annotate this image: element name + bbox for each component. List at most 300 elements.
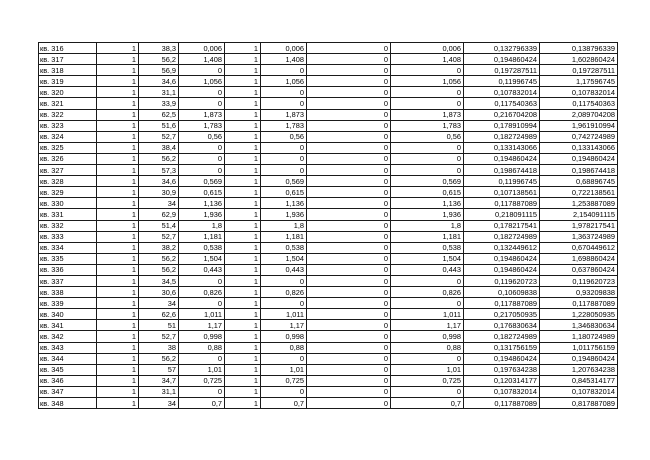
value-cell: 62,5 [139, 109, 179, 120]
table-row [39, 65, 618, 76]
value-cell: 56,2 [139, 264, 179, 275]
value-cell: 0 [307, 320, 391, 331]
value-cell: 56,2 [139, 353, 179, 364]
value-cell: 0 [307, 375, 391, 386]
value-cell: 0,006 [179, 43, 225, 54]
table-row [39, 87, 618, 98]
value-cell: 0 [179, 87, 225, 98]
value-cell: 1 [97, 309, 139, 320]
value-cell: 1 [97, 76, 139, 87]
value-cell: 1,136 [391, 198, 464, 209]
value-cell: 0 [307, 87, 391, 98]
apartment-label-cell: кв. 337 [39, 275, 97, 286]
value-cell: 1 [97, 209, 139, 220]
value-cell: 1 [97, 187, 139, 198]
table-row [39, 253, 618, 264]
value-cell: 0,998 [179, 331, 225, 342]
table-row [39, 298, 618, 309]
value-cell: 1 [225, 187, 261, 198]
value-cell: 0,120314177 [464, 375, 540, 386]
value-cell: 0,88 [261, 342, 307, 353]
value-cell: 1,936 [391, 209, 464, 220]
value-cell: 0,132449612 [464, 242, 540, 253]
value-cell: 0,88 [179, 342, 225, 353]
value-cell: 1 [97, 87, 139, 98]
value-cell: 56,2 [139, 54, 179, 65]
value-cell: 0,117887089 [464, 398, 540, 409]
value-cell: 0,133143066 [464, 142, 540, 153]
value-cell: 0,182724989 [464, 331, 540, 342]
value-cell: 1,011756159 [540, 342, 618, 353]
value-cell: 0 [307, 398, 391, 409]
value-cell: 0,107832014 [464, 87, 540, 98]
value-cell: 1 [225, 220, 261, 231]
value-cell: 0,132796339 [464, 43, 540, 54]
value-cell: 0,176830634 [464, 320, 540, 331]
value-cell: 0 [307, 220, 391, 231]
table-row [39, 153, 618, 164]
value-cell: 0,197287511 [540, 65, 618, 76]
value-cell: 0 [307, 275, 391, 286]
value-cell: 1 [225, 153, 261, 164]
value-cell: 1,056 [261, 76, 307, 87]
value-cell: 0 [261, 65, 307, 76]
apartment-label-cell: кв. 333 [39, 231, 97, 242]
value-cell: 1,011 [261, 309, 307, 320]
value-cell: 0,117540363 [540, 98, 618, 109]
apartment-label-cell: кв. 318 [39, 65, 97, 76]
apartment-label-cell: кв. 329 [39, 187, 97, 198]
value-cell: 57,3 [139, 165, 179, 176]
value-cell: 1 [97, 264, 139, 275]
value-cell: 0 [179, 98, 225, 109]
value-cell: 1 [225, 120, 261, 131]
value-cell: 0 [179, 298, 225, 309]
apartment-label-cell: кв. 332 [39, 220, 97, 231]
value-cell: 0,443 [179, 264, 225, 275]
value-cell: 1 [225, 209, 261, 220]
value-cell: 0 [261, 353, 307, 364]
value-cell: 1 [97, 320, 139, 331]
value-cell: 52,7 [139, 331, 179, 342]
table-row [39, 364, 618, 375]
value-cell: 1 [97, 131, 139, 142]
value-cell: 0,117887089 [464, 298, 540, 309]
value-cell: 1,698860424 [540, 253, 618, 264]
value-cell: 52,7 [139, 131, 179, 142]
value-cell: 1 [225, 398, 261, 409]
value-cell: 30,9 [139, 187, 179, 198]
table-row [39, 198, 618, 209]
value-cell: 0 [261, 87, 307, 98]
value-cell: 1,408 [179, 54, 225, 65]
value-cell: 0 [261, 298, 307, 309]
value-cell: 1 [225, 264, 261, 275]
value-cell: 0 [391, 153, 464, 164]
value-cell: 0,182724989 [464, 231, 540, 242]
value-cell: 0,443 [261, 264, 307, 275]
apartment-label-cell: кв. 345 [39, 364, 97, 375]
value-cell: 1,01 [261, 364, 307, 375]
value-cell: 0,56 [179, 131, 225, 142]
value-cell: 0,107832014 [464, 386, 540, 397]
value-cell: 0,194860424 [464, 153, 540, 164]
value-cell: 1,978217541 [540, 220, 618, 231]
value-cell: 1,504 [179, 253, 225, 264]
value-cell: 0,194860424 [464, 253, 540, 264]
value-cell: 1,228050935 [540, 309, 618, 320]
value-cell: 0,194860424 [540, 353, 618, 364]
value-cell: 0,197634238 [464, 364, 540, 375]
value-cell: 1 [97, 153, 139, 164]
apartment-label-cell: кв. 322 [39, 109, 97, 120]
value-cell: 0,217050935 [464, 309, 540, 320]
value-cell: 0,538 [391, 242, 464, 253]
table-row [39, 398, 618, 409]
value-cell: 0,443 [391, 264, 464, 275]
value-cell: 1 [97, 176, 139, 187]
value-cell: 1,8 [261, 220, 307, 231]
value-cell: 1,136 [179, 198, 225, 209]
value-cell: 0,725 [391, 375, 464, 386]
value-cell: 1,056 [391, 76, 464, 87]
value-cell: 1,207634238 [540, 364, 618, 375]
value-cell: 51 [139, 320, 179, 331]
value-cell: 1,011 [179, 309, 225, 320]
table-row [39, 331, 618, 342]
value-cell: 0,197287511 [464, 65, 540, 76]
apartment-label-cell: кв. 327 [39, 165, 97, 176]
value-cell: 1 [97, 98, 139, 109]
value-cell: 0 [391, 98, 464, 109]
value-cell: 0,637860424 [540, 264, 618, 275]
value-cell: 1 [225, 298, 261, 309]
value-cell: 1,936 [179, 209, 225, 220]
value-cell: 0 [307, 109, 391, 120]
table-row [39, 375, 618, 386]
value-cell: 1,783 [261, 120, 307, 131]
value-cell: 1,873 [179, 109, 225, 120]
value-cell: 1 [225, 320, 261, 331]
value-cell: 34 [139, 198, 179, 209]
value-cell: 0 [307, 54, 391, 65]
value-cell: 1 [225, 331, 261, 342]
apartment-label-cell: кв. 346 [39, 375, 97, 386]
table-row [39, 242, 618, 253]
value-cell: 0 [307, 165, 391, 176]
table-row [39, 264, 618, 275]
value-cell: 30,6 [139, 287, 179, 298]
value-cell: 2,089704208 [540, 109, 618, 120]
value-cell: 1 [225, 198, 261, 209]
value-cell: 0 [307, 120, 391, 131]
value-cell: 0 [391, 87, 464, 98]
value-cell: 62,9 [139, 209, 179, 220]
value-cell: 0 [179, 275, 225, 286]
value-cell: 1 [97, 364, 139, 375]
apartment-data-table [38, 42, 618, 409]
value-cell: 0,7 [391, 398, 464, 409]
value-cell: 1,17 [261, 320, 307, 331]
value-cell: 1,8 [179, 220, 225, 231]
value-cell: 0 [261, 98, 307, 109]
value-cell: 1,8 [391, 220, 464, 231]
apartment-label-cell: кв. 323 [39, 120, 97, 131]
value-cell: 0 [391, 65, 464, 76]
value-cell: 0,615 [179, 187, 225, 198]
value-cell: 1 [225, 176, 261, 187]
value-cell: 62,6 [139, 309, 179, 320]
value-cell: 0,56 [261, 131, 307, 142]
value-cell: 34,5 [139, 275, 179, 286]
table-row [39, 309, 618, 320]
value-cell: 0,218091115 [464, 209, 540, 220]
value-cell: 0 [261, 142, 307, 153]
value-cell: 0 [307, 153, 391, 164]
value-cell: 1,504 [391, 253, 464, 264]
value-cell: 31,1 [139, 386, 179, 397]
value-cell: 0 [307, 353, 391, 364]
value-cell: 1,180724989 [540, 331, 618, 342]
value-cell: 0,7 [179, 398, 225, 409]
value-cell: 34 [139, 298, 179, 309]
table-row [39, 209, 618, 220]
value-cell: 0,569 [261, 176, 307, 187]
value-cell: 1 [225, 287, 261, 298]
value-cell: 0 [307, 176, 391, 187]
value-cell: 1 [97, 353, 139, 364]
value-cell: 1 [225, 242, 261, 253]
apartment-label-cell: кв. 338 [39, 287, 97, 298]
value-cell: 0,538 [261, 242, 307, 253]
value-cell: 1 [225, 76, 261, 87]
value-cell: 0,10609838 [464, 287, 540, 298]
value-cell: 0,7 [261, 398, 307, 409]
value-cell: 0,138796339 [540, 43, 618, 54]
value-cell: 1 [225, 342, 261, 353]
value-cell: 0 [307, 187, 391, 198]
table-row [39, 131, 618, 142]
apartment-label-cell: кв. 324 [39, 131, 97, 142]
value-cell: 0 [261, 386, 307, 397]
value-cell: 0,117887089 [464, 198, 540, 209]
value-cell: 0,826 [179, 287, 225, 298]
value-cell: 1 [97, 275, 139, 286]
value-cell: 1,504 [261, 253, 307, 264]
value-cell: 1,936 [261, 209, 307, 220]
value-cell: 1,783 [179, 120, 225, 131]
value-cell: 1 [97, 165, 139, 176]
value-cell: 38,4 [139, 142, 179, 153]
value-cell: 0 [391, 353, 464, 364]
value-cell: 1,01 [179, 364, 225, 375]
value-cell: 0 [391, 275, 464, 286]
value-cell: 0 [179, 153, 225, 164]
value-cell: 1 [225, 386, 261, 397]
table-row [39, 287, 618, 298]
value-cell: 51,4 [139, 220, 179, 231]
value-cell: 0,93209838 [540, 287, 618, 298]
value-cell: 1 [97, 386, 139, 397]
value-cell: 0,56 [391, 131, 464, 142]
value-cell: 0,569 [391, 176, 464, 187]
apartment-label-cell: кв. 334 [39, 242, 97, 253]
table-row [39, 353, 618, 364]
apartment-label-cell: кв. 316 [39, 43, 97, 54]
apartment-label-cell: кв. 348 [39, 398, 97, 409]
value-cell: 0 [179, 353, 225, 364]
value-cell: 1,346830634 [540, 320, 618, 331]
value-cell: 1 [97, 287, 139, 298]
value-cell: 1 [97, 242, 139, 253]
value-cell: 0,538 [179, 242, 225, 253]
value-cell: 0 [307, 342, 391, 353]
apartment-label-cell: кв. 347 [39, 386, 97, 397]
value-cell: 1,602860424 [540, 54, 618, 65]
value-cell: 0 [307, 264, 391, 275]
value-cell: 1 [97, 54, 139, 65]
value-cell: 0,178910994 [464, 120, 540, 131]
value-cell: 0,198674418 [464, 165, 540, 176]
value-cell: 0 [179, 165, 225, 176]
value-cell: 0 [391, 298, 464, 309]
value-cell: 0,117887089 [540, 298, 618, 309]
value-cell: 0,569 [179, 176, 225, 187]
table-row [39, 275, 618, 286]
value-cell: 0,119620723 [464, 275, 540, 286]
table-row [39, 176, 618, 187]
apartment-label-cell: кв. 343 [39, 342, 97, 353]
table-row [39, 120, 618, 131]
apartment-label-cell: кв. 317 [39, 54, 97, 65]
value-cell: 1 [97, 331, 139, 342]
value-cell: 34,6 [139, 176, 179, 187]
value-cell: 1,056 [179, 76, 225, 87]
value-cell: 1 [225, 131, 261, 142]
value-cell: 0 [307, 198, 391, 209]
apartment-label-cell: кв. 336 [39, 264, 97, 275]
value-cell: 1,783 [391, 120, 464, 131]
table-row [39, 109, 618, 120]
value-cell: 1 [97, 120, 139, 131]
value-cell: 0 [179, 386, 225, 397]
apartment-label-cell: кв. 341 [39, 320, 97, 331]
value-cell: 0,133143066 [540, 142, 618, 153]
value-cell: 1,961910994 [540, 120, 618, 131]
apartment-label-cell: кв. 344 [39, 353, 97, 364]
value-cell: 1,011 [391, 309, 464, 320]
value-cell: 0 [307, 65, 391, 76]
apartment-label-cell: кв. 335 [39, 253, 97, 264]
value-cell: 1 [97, 231, 139, 242]
value-cell: 0 [307, 242, 391, 253]
value-cell: 1,17 [179, 320, 225, 331]
value-cell: 1,181 [391, 231, 464, 242]
value-cell: 1 [225, 231, 261, 242]
value-cell: 52,7 [139, 231, 179, 242]
value-cell: 0 [307, 331, 391, 342]
value-cell: 0 [307, 131, 391, 142]
value-cell: 1 [225, 309, 261, 320]
value-cell: 1,873 [261, 109, 307, 120]
apartment-label-cell: кв. 330 [39, 198, 97, 209]
value-cell: 0,817887089 [540, 398, 618, 409]
table-row [39, 220, 618, 231]
value-cell: 38 [139, 342, 179, 353]
value-cell: 0,178217541 [464, 220, 540, 231]
table-row [39, 43, 618, 54]
value-cell: 0,117540363 [464, 98, 540, 109]
value-cell: 1,01 [391, 364, 464, 375]
value-cell: 1,181 [179, 231, 225, 242]
value-cell: 0,194860424 [464, 353, 540, 364]
value-cell: 0 [391, 165, 464, 176]
value-cell: 1 [97, 342, 139, 353]
value-cell: 57 [139, 364, 179, 375]
value-cell: 1 [225, 65, 261, 76]
value-cell: 1 [225, 54, 261, 65]
table-row [39, 342, 618, 353]
value-cell: 1 [97, 65, 139, 76]
value-cell: 1 [97, 298, 139, 309]
value-cell: 0,119620723 [540, 275, 618, 286]
value-cell: 0,194860424 [464, 54, 540, 65]
value-cell: 0,742724989 [540, 131, 618, 142]
value-cell: 34,6 [139, 76, 179, 87]
value-cell: 0,998 [261, 331, 307, 342]
value-cell: 1,181 [261, 231, 307, 242]
value-cell: 0 [307, 209, 391, 220]
value-cell: 0,826 [261, 287, 307, 298]
value-cell: 2,154091115 [540, 209, 618, 220]
value-cell: 0,107138561 [464, 187, 540, 198]
value-cell: 0,826 [391, 287, 464, 298]
value-cell: 0 [307, 298, 391, 309]
apartment-label-cell: кв. 326 [39, 153, 97, 164]
value-cell: 1 [97, 398, 139, 409]
value-cell: 56,9 [139, 65, 179, 76]
value-cell: 1 [97, 109, 139, 120]
value-cell: 1 [225, 142, 261, 153]
apartment-label-cell: кв. 319 [39, 76, 97, 87]
value-cell: 0,88 [391, 342, 464, 353]
value-cell: 1,873 [391, 109, 464, 120]
table-row [39, 142, 618, 153]
value-cell: 56,2 [139, 253, 179, 264]
value-cell: 1 [97, 375, 139, 386]
value-cell: 1 [97, 43, 139, 54]
value-cell: 0,182724989 [464, 131, 540, 142]
value-cell: 0,11996745 [464, 76, 540, 87]
value-cell: 0,615 [391, 187, 464, 198]
value-cell: 0,107832014 [540, 386, 618, 397]
apartment-label-cell: кв. 321 [39, 98, 97, 109]
table-row [39, 187, 618, 198]
value-cell: 0,006 [261, 43, 307, 54]
value-cell: 1 [97, 198, 139, 209]
value-cell: 0 [261, 165, 307, 176]
value-cell: 0,216704208 [464, 109, 540, 120]
value-cell: 1,17 [391, 320, 464, 331]
value-cell: 1 [225, 275, 261, 286]
value-cell: 0 [391, 142, 464, 153]
value-cell: 0 [307, 231, 391, 242]
value-cell: 1,17596745 [540, 76, 618, 87]
value-cell: 0 [179, 142, 225, 153]
value-cell: 1 [225, 165, 261, 176]
value-cell: 0 [307, 309, 391, 320]
value-cell: 51,6 [139, 120, 179, 131]
